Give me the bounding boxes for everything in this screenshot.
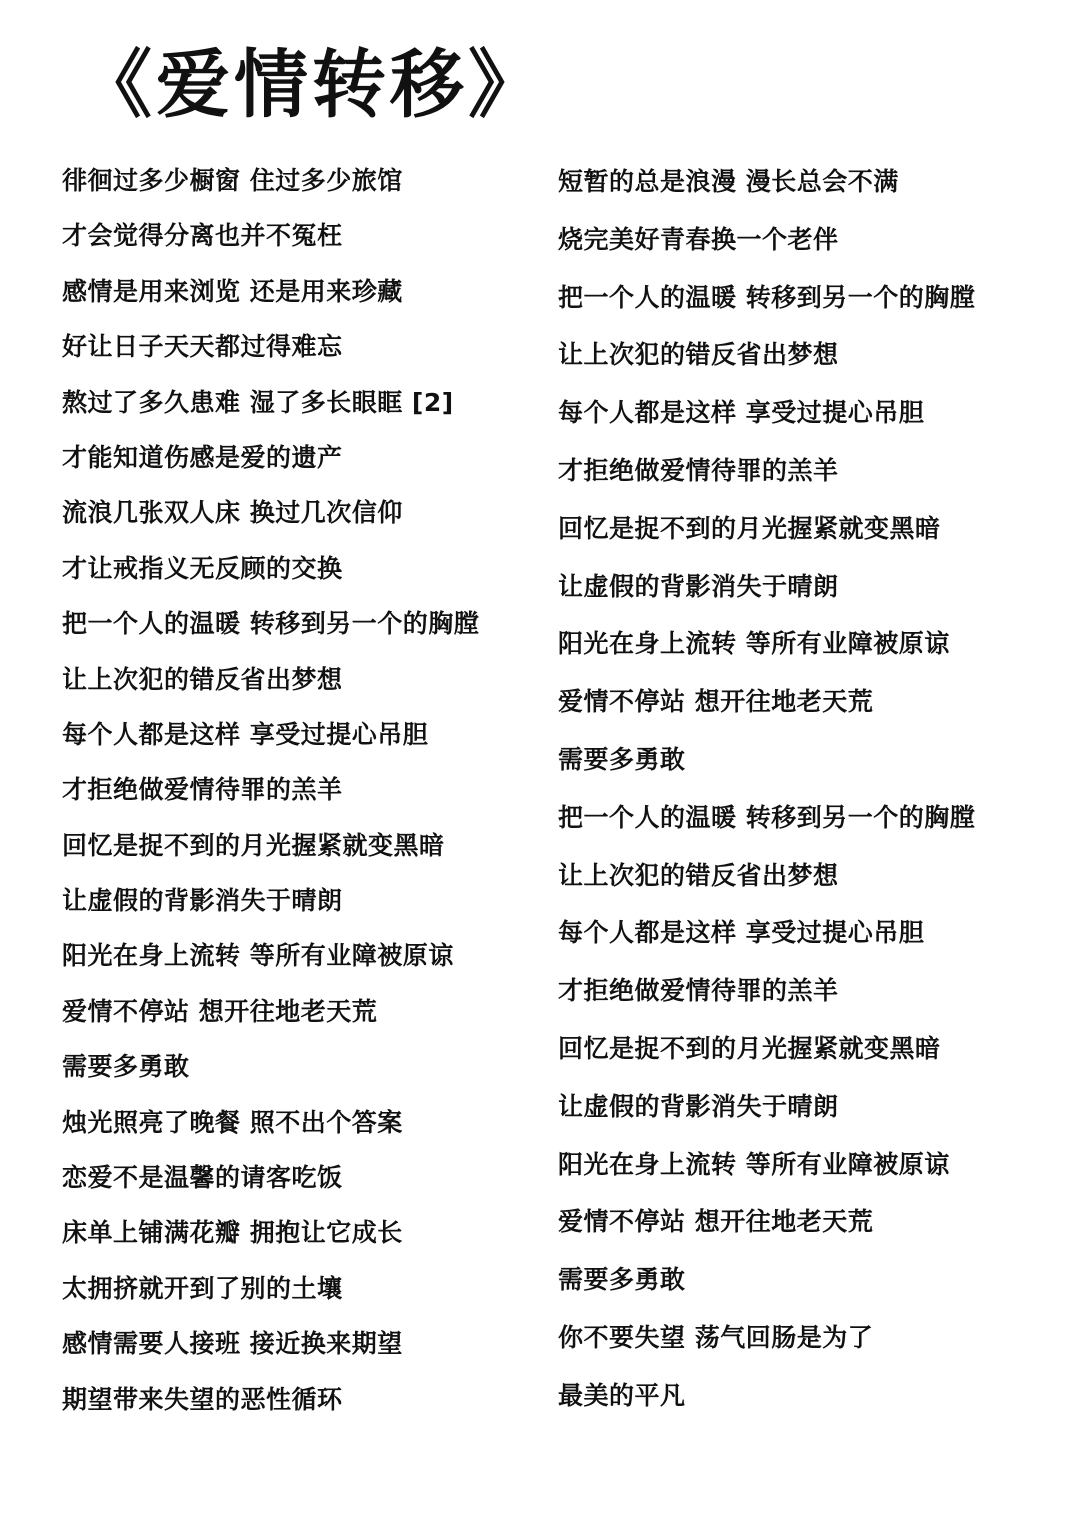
lyric-line: 烧完美好青春换一个老伴 [558, 224, 839, 254]
lyric-line: 烛光照亮了晚餐 照不出个答案 [62, 1107, 403, 1137]
lyric-line: 才能知道伤感是爱的遗产 [62, 442, 343, 472]
song-title: 《爱情转移》 [78, 42, 546, 128]
lyric-line: 太拥挤就开到了别的土壤 [62, 1273, 343, 1303]
lyric-line: 流浪几张双人床 换过几次信仰 [62, 498, 403, 528]
lyric-line: 好让日子天天都过得难忘 [62, 332, 343, 362]
lyric-line: 让虚假的背影消失于晴朗 [558, 571, 839, 601]
lyric-line: 熬过了多久患难 湿了多长眼眶 [2] [62, 387, 454, 417]
lyric-line: 爱情不停站 想开往地老天荒 [62, 996, 378, 1026]
lyric-line: 爱情不停站 想开往地老天荒 [558, 687, 874, 717]
lyric-line: 让上次犯的错反省出梦想 [558, 340, 839, 370]
lyric-line: 阳光在身上流转 等所有业障被原谅 [558, 629, 950, 659]
lyric-line: 让虚假的背影消失于晴朗 [558, 1091, 839, 1121]
lyric-line: 阳光在身上流转 等所有业障被原谅 [62, 941, 454, 971]
lyric-line: 才会觉得分离也并不冤枉 [62, 221, 343, 251]
lyric-line: 爱情不停站 想开往地老天荒 [558, 1207, 874, 1237]
lyric-line: 让上次犯的错反省出梦想 [62, 664, 343, 694]
lyrics-right-column [558, 153, 1048, 1425]
lyric-line: 才拒绝做爱情待罪的羔羊 [558, 455, 839, 485]
lyric-line: 回忆是捉不到的月光握紧就变黑暗 [558, 513, 941, 543]
lyric-line: 每个人都是这样 享受过提心吊胆 [62, 719, 429, 749]
lyric-line: 阳光在身上流转 等所有业障被原谅 [558, 1149, 950, 1179]
lyric-line: 让虚假的背影消失于晴朗 [62, 886, 343, 916]
lyric-line: 让上次犯的错反省出梦想 [558, 860, 839, 890]
lyric-line: 你不要失望 荡气回肠是为了 [558, 1322, 874, 1352]
lyric-line: 每个人都是这样 享受过提心吊胆 [558, 398, 925, 428]
lyric-line: 最美的平凡 [558, 1380, 686, 1410]
lyric-line: 把一个人的温暖 转移到另一个的胸膛 [62, 609, 480, 639]
lyric-line: 才拒绝做爱情待罪的羔羊 [558, 976, 839, 1006]
lyric-line: 每个人都是这样 享受过提心吊胆 [558, 918, 925, 948]
lyric-line: 徘徊过多少橱窗 住过多少旅馆 [62, 166, 403, 195]
lyric-line: 需要多勇敢 [62, 1052, 190, 1082]
lyrics-left-column [62, 153, 532, 1427]
lyric-line: 把一个人的温暖 转移到另一个的胸膛 [558, 802, 976, 832]
lyric-line: 需要多勇敢 [558, 744, 686, 774]
lyric-line: 需要多勇敢 [558, 1265, 686, 1295]
lyric-line: 回忆是捉不到的月光握紧就变黑暗 [558, 1033, 941, 1063]
lyric-line: 把一个人的温暖 转移到另一个的胸膛 [558, 282, 976, 312]
lyric-line: 感情是用来浏览 还是用来珍藏 [62, 276, 403, 306]
lyric-line: 才让戒指义无反顾的交换 [62, 553, 343, 583]
lyric-line: 期望带来失望的恶性循环 [62, 1384, 343, 1414]
lyric-line: 恋爱不是温馨的请客吃饭 [62, 1163, 343, 1193]
lyric-line: 床单上铺满花瓣 拥抱让它成长 [62, 1218, 403, 1248]
lyric-line: 短暂的总是浪漫 漫长总会不满 [558, 167, 899, 196]
lyric-line: 回忆是捉不到的月光握紧就变黑暗 [62, 830, 445, 860]
lyric-line: 感情需要人接班 接近换来期望 [62, 1329, 403, 1359]
lyric-line: 才拒绝做爱情待罪的羔羊 [62, 775, 343, 805]
